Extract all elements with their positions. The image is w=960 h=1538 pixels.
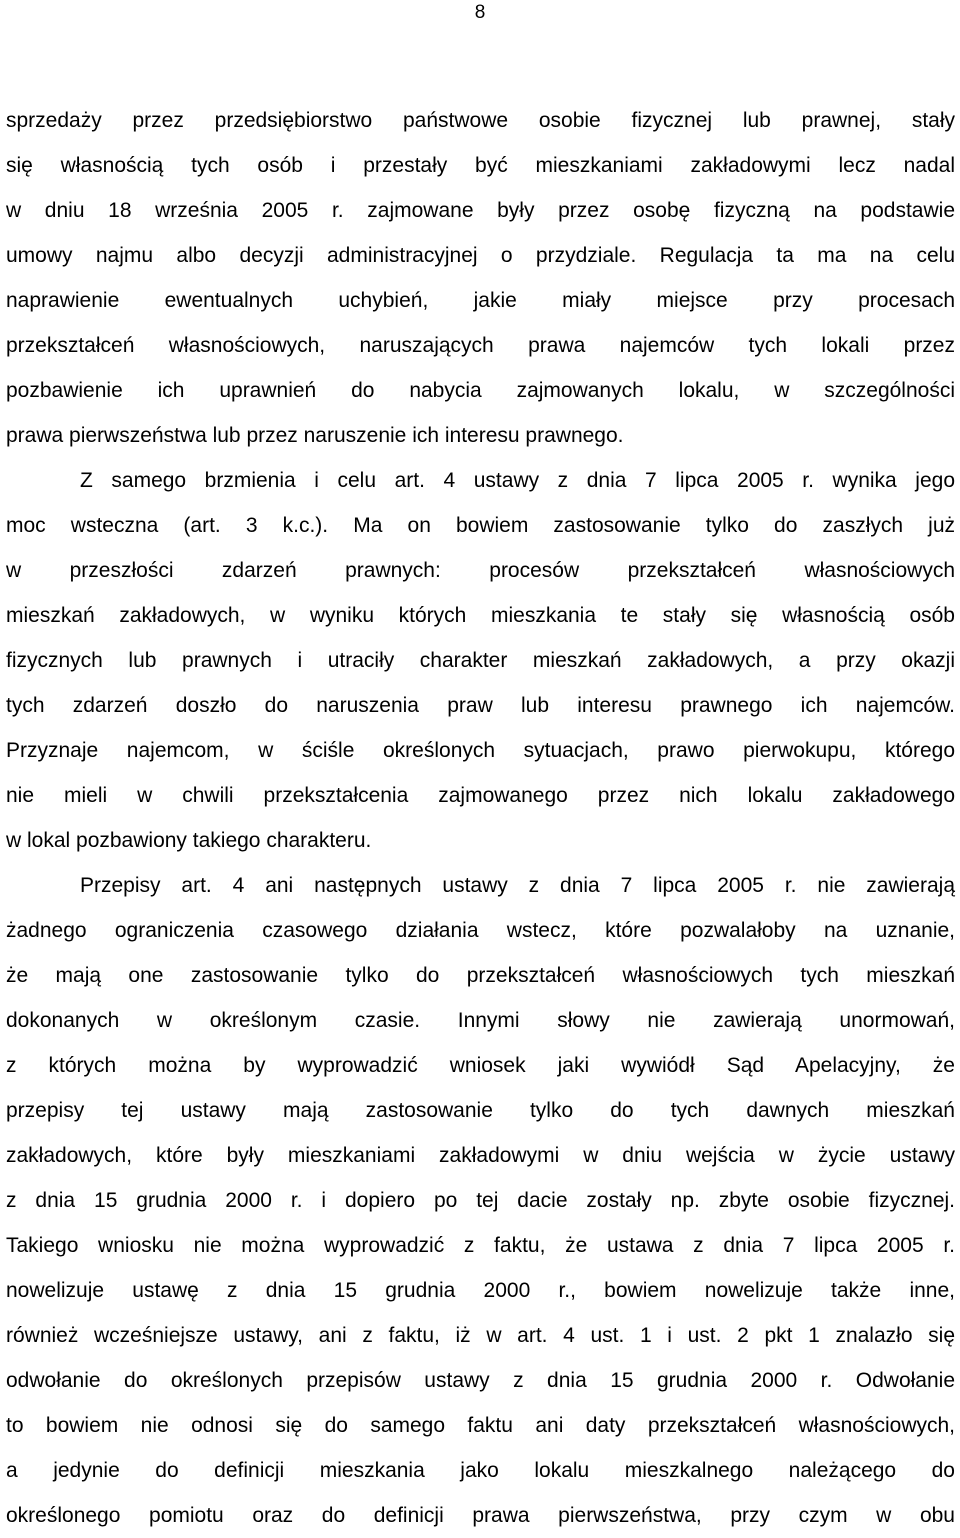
text-line: zakładowych, które były mieszkaniami zakładowymi w dniu wejścia w życie ustawy [6, 1144, 955, 1167]
text-line: dokonanych w określonym czasie. Innymi słowy nie zawierają unormowań, [6, 1009, 955, 1032]
text-line: przekształceń własnościowych, naruszających prawa najemców tych lokali przez [6, 334, 955, 357]
text-line: moc wsteczna (art. 3 k.c.). Ma on bowiem zastosowanie tylko do zaszłych już [6, 514, 955, 537]
text-line: z dnia 15 grudnia 2000 r. i dopiero po tej dacie zostały np. zbyte osobie fizycznej. [6, 1189, 955, 1212]
text-line: nowelizuje ustawę z dnia 15 grudnia 2000 r., bowiem nowelizuje także inne, [6, 1279, 955, 1302]
text-line: sprzedaży przez przedsiębiorstwo państwowe osobie fizycznej lub prawnej, stały [6, 109, 955, 132]
text-line: naprawienie ewentualnych uchybień, jakie miały miejsce przy procesach [6, 289, 955, 312]
text-line: nie mieli w chwili przekształcenia zajmowanego przez nich lokalu zakładowego [6, 784, 955, 807]
text-line: pozbawienie ich uprawnień do nabycia zajmowanych lokalu, w szczególności [6, 379, 955, 402]
text-line: w lokal pozbawiony takiego charakteru. [6, 829, 372, 852]
text-line: tych zdarzeń doszło do naruszenia praw lub interesu prawnego ich najemców. [6, 694, 955, 717]
text-line: w przeszłości zdarzeń prawnych: procesów przekształceń własnościowych [6, 559, 955, 582]
text-line: z których można by wyprowadzić wniosek jaki wywiódł Sąd Apelacyjny, że [6, 1054, 955, 1077]
text-line: również wcześniejsze ustawy, ani z faktu, iż w art. 4 ust. 1 i ust. 2 pkt 1 znalazło się [6, 1324, 955, 1347]
text-line: mieszkań zakładowych, w wyniku których mieszkania te stały się własnością osób [6, 604, 955, 627]
text-line: przepisy tej ustawy mają zastosowanie tylko do tych dawnych mieszkań [6, 1099, 955, 1122]
text-line: prawa pierwszeństwa lub przez naruszenie ich interesu prawnego. [6, 424, 624, 447]
text-line: Z samego brzmienia i celu art. 4 ustawy z dnia 7 lipca 2005 r. wynika jego [80, 469, 955, 492]
document-body [6, 98, 955, 1538]
text-line: żadnego ograniczenia czasowego działania wstecz, które pozwalałoby na uznanie, [6, 919, 955, 942]
text-line: odwołanie do określonych przepisów ustawy z dnia 15 grudnia 2000 r. Odwołanie [6, 1369, 955, 1392]
text-line: określonego pomiotu oraz do definicji prawa pierwszeństwa, przy czym w obu [6, 1504, 955, 1527]
text-line: że mają one zastosowanie tylko do przekształceń własnościowych tych mieszkań [6, 964, 955, 987]
text-line: Takiego wniosku nie można wyprowadzić z faktu, że ustawa z dnia 7 lipca 2005 r. [6, 1234, 955, 1257]
text-line: umowy najmu albo decyzji administracyjnej o przydziale. Regulacja ta ma na celu [6, 244, 955, 267]
text-line: w dniu 18 września 2005 r. zajmowane były przez osobę fizyczną na podstawie [6, 199, 955, 222]
text-line: Przepisy art. 4 ani następnych ustawy z dnia 7 lipca 2005 r. nie zawierają [80, 874, 955, 897]
text-line: się własnością tych osób i przestały być mieszkaniami zakładowymi lecz nadal [6, 154, 955, 177]
text-line: a jedynie do definicji mieszkania jako lokalu mieszkalnego należącego do [6, 1459, 955, 1482]
text-line: fizycznych lub prawnych i utraciły charakter mieszkań zakładowych, a przy okazji [6, 649, 955, 672]
text-line: to bowiem nie odnosi się do samego faktu ani daty przekształceń własnościowych, [6, 1414, 955, 1437]
text-line: Przyznaje najemcom, w ściśle określonych sytuacjach, prawo pierwokupu, którego [6, 739, 955, 762]
page-number: 8 [474, 2, 486, 23]
